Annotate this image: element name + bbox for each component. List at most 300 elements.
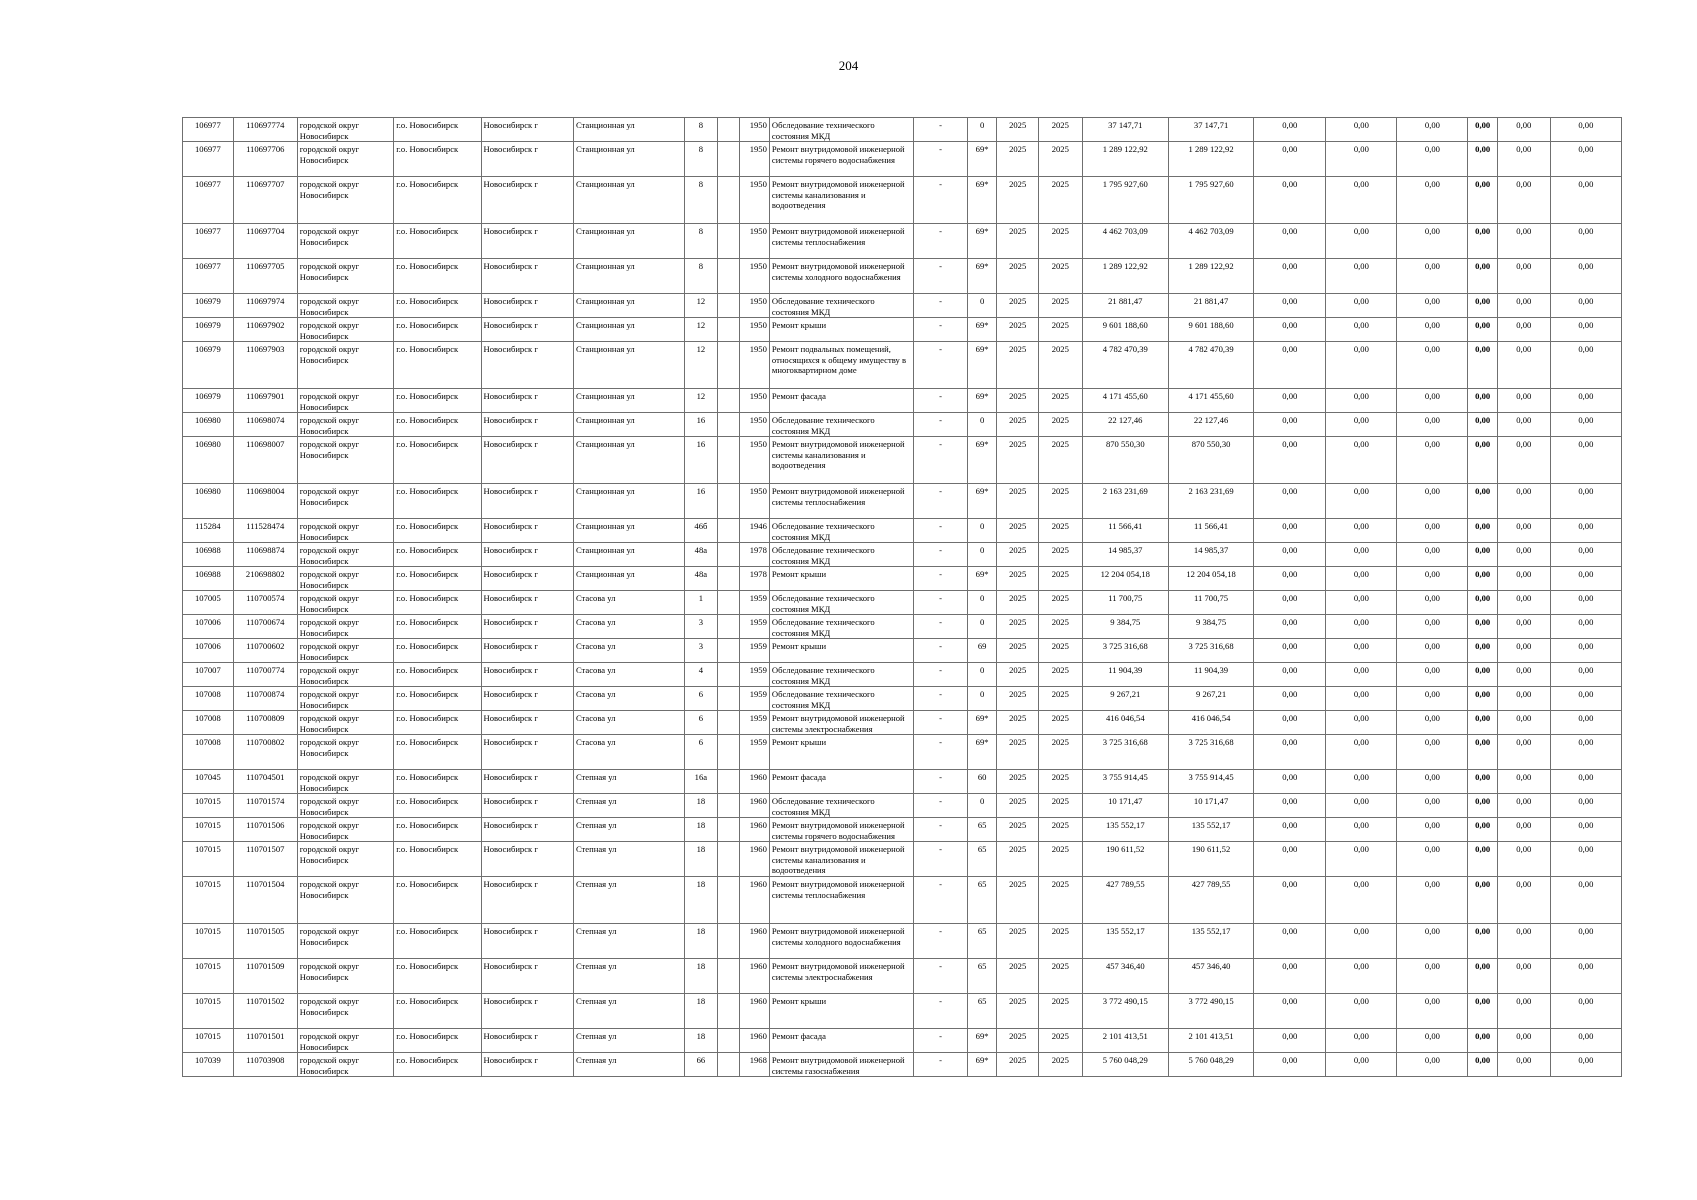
cell-budget-5: 0,00 [1497,924,1550,959]
cell-work-type: Ремонт внутридомовой инженерной системы теплоснабжения [769,484,913,519]
cell-budget-2: 0,00 [1326,615,1397,639]
cell-budget-1: 0,00 [1254,413,1326,437]
cell-code: 110703908 [233,1053,297,1077]
cell-budget-4: 0,00 [1468,994,1497,1029]
cell-total-cost: 9 601 188,60 [1082,318,1168,342]
cell-fund-cost: 1 289 122,92 [1168,259,1253,294]
cell-municipality: городской округ Новосибирск [297,1053,393,1077]
cell-budget-4: 0,00 [1468,342,1497,389]
cell-building [718,294,740,318]
cell-budget-2: 0,00 [1326,994,1397,1029]
cell-budget-5: 0,00 [1497,994,1550,1029]
cell-building [718,639,740,663]
cell-budget-4: 0,00 [1468,959,1497,994]
cell-code: 110700574 [233,591,297,615]
cell-code: 110700874 [233,687,297,711]
cell-budget-6: 0,00 [1550,770,1621,794]
cell-budget-5: 0,00 [1497,842,1550,877]
cell-budget-4: 0,00 [1468,519,1497,543]
cell-municipality: городской округ Новосибирск [297,543,393,567]
cell-street: Стасова ул [573,615,684,639]
cell-build-year: 1950 [740,224,769,259]
cell-district: г.о. Новосибирск [394,794,481,818]
cell-municipality: городской округ Новосибирск [297,687,393,711]
cell-budget-2: 0,00 [1326,413,1397,437]
cell-id: 106977 [183,118,234,142]
cell-code: 110701502 [233,994,297,1029]
cell-wear-percent: 69* [967,177,996,224]
cell-wear-percent: 69* [967,735,996,770]
cell-year-end: 2025 [1038,1029,1082,1053]
cell-work-type: Обследование технического состояния МКД [769,294,913,318]
cell-budget-4: 0,00 [1468,142,1497,177]
cell-municipality: городской округ Новосибирск [297,959,393,994]
cell-year-end: 2025 [1038,615,1082,639]
cell-budget-2: 0,00 [1326,877,1397,924]
cell-year-end: 2025 [1038,1053,1082,1077]
cell-fund-cost: 37 147,71 [1168,118,1253,142]
cell-building [718,177,740,224]
cell-wear-percent: 69* [967,224,996,259]
cell-budget-1: 0,00 [1254,437,1326,484]
cell-budget-6: 0,00 [1550,413,1621,437]
cell-build-year: 1950 [740,118,769,142]
cell-city: Новосибирск г [481,711,573,735]
cell-total-cost: 12 204 054,18 [1082,567,1168,591]
cell-year-end: 2025 [1038,142,1082,177]
cell-district: г.о. Новосибирск [394,389,481,413]
cell-year-start: 2025 [997,687,1039,711]
cell-year-start: 2025 [997,318,1039,342]
cell-street: Станционная ул [573,259,684,294]
cell-house: 6 [684,711,718,735]
cell-build-year: 1950 [740,342,769,389]
cell-budget-3: 0,00 [1397,994,1468,1029]
cell-budget-2: 0,00 [1326,177,1397,224]
cell-year-start: 2025 [997,877,1039,924]
cell-unit: - [914,1029,968,1053]
table-row [183,735,1622,770]
cell-total-cost: 427 789,55 [1082,877,1168,924]
table-row [183,794,1622,818]
cell-year-end: 2025 [1038,413,1082,437]
cell-budget-6: 0,00 [1550,877,1621,924]
cell-unit: - [914,294,968,318]
cell-wear-percent: 69* [967,142,996,177]
cell-budget-5: 0,00 [1497,639,1550,663]
cell-fund-cost: 3 772 490,15 [1168,994,1253,1029]
cell-id: 106980 [183,437,234,484]
cell-budget-6: 0,00 [1550,294,1621,318]
cell-unit: - [914,770,968,794]
cell-code: 110701505 [233,924,297,959]
cell-year-start: 2025 [997,924,1039,959]
cell-budget-1: 0,00 [1254,294,1326,318]
cell-work-type: Ремонт внутридомовой инженерной системы канализования и водоотведения [769,437,913,484]
cell-year-end: 2025 [1038,794,1082,818]
cell-building [718,118,740,142]
cell-building [718,437,740,484]
cell-budget-3: 0,00 [1397,413,1468,437]
cell-budget-1: 0,00 [1254,318,1326,342]
cell-district: г.о. Новосибирск [394,294,481,318]
cell-building [718,959,740,994]
cell-budget-5: 0,00 [1497,484,1550,519]
cell-building [718,735,740,770]
cell-budget-2: 0,00 [1326,1029,1397,1053]
cell-year-end: 2025 [1038,294,1082,318]
cell-fund-cost: 457 346,40 [1168,959,1253,994]
cell-year-start: 2025 [997,711,1039,735]
cell-budget-5: 0,00 [1497,735,1550,770]
cell-build-year: 1960 [740,924,769,959]
cell-district: г.о. Новосибирск [394,318,481,342]
cell-building [718,591,740,615]
cell-building [718,567,740,591]
cell-district: г.о. Новосибирск [394,142,481,177]
cell-fund-cost: 5 760 048,29 [1168,1053,1253,1077]
cell-budget-6: 0,00 [1550,711,1621,735]
cell-fund-cost: 416 046,54 [1168,711,1253,735]
cell-municipality: городской округ Новосибирск [297,639,393,663]
cell-district: г.о. Новосибирск [394,519,481,543]
cell-total-cost: 135 552,17 [1082,924,1168,959]
cell-municipality: городской округ Новосибирск [297,1029,393,1053]
cell-work-type: Обследование технического состояния МКД [769,615,913,639]
cell-municipality: городской округ Новосибирск [297,924,393,959]
cell-work-type: Ремонт подвальных помещений, относящихся к общему имуществу в многоквартирном доме [769,342,913,389]
cell-id: 107015 [183,959,234,994]
cell-year-start: 2025 [997,413,1039,437]
cell-year-start: 2025 [997,615,1039,639]
cell-total-cost: 1 795 927,60 [1082,177,1168,224]
cell-unit: - [914,877,968,924]
cell-year-start: 2025 [997,663,1039,687]
cell-budget-1: 0,00 [1254,567,1326,591]
cell-house: 18 [684,959,718,994]
cell-total-cost: 2 163 231,69 [1082,484,1168,519]
cell-work-type: Ремонт фасада [769,389,913,413]
cell-fund-cost: 4 462 703,09 [1168,224,1253,259]
cell-fund-cost: 21 881,47 [1168,294,1253,318]
cell-house: 6 [684,735,718,770]
cell-build-year: 1950 [740,413,769,437]
cell-municipality: городской округ Новосибирск [297,994,393,1029]
cell-wear-percent: 69* [967,389,996,413]
table-row [183,770,1622,794]
cell-budget-5: 0,00 [1497,877,1550,924]
cell-code: 110701507 [233,842,297,877]
cell-budget-5: 0,00 [1497,142,1550,177]
cell-year-start: 2025 [997,389,1039,413]
cell-city: Новосибирск г [481,118,573,142]
cell-unit: - [914,118,968,142]
cell-budget-1: 0,00 [1254,711,1326,735]
cell-fund-cost: 14 985,37 [1168,543,1253,567]
cell-wear-percent: 65 [967,842,996,877]
cell-district: г.о. Новосибирск [394,639,481,663]
cell-building [718,142,740,177]
table-row [183,413,1622,437]
cell-id: 107039 [183,1053,234,1077]
cell-budget-4: 0,00 [1468,318,1497,342]
cell-budget-5: 0,00 [1497,567,1550,591]
cell-unit: - [914,543,968,567]
cell-district: г.о. Новосибирск [394,567,481,591]
cell-fund-cost: 12 204 054,18 [1168,567,1253,591]
cell-budget-6: 0,00 [1550,794,1621,818]
cell-code: 110698004 [233,484,297,519]
cell-wear-percent: 0 [967,519,996,543]
cell-year-end: 2025 [1038,519,1082,543]
cell-year-end: 2025 [1038,924,1082,959]
cell-house: 3 [684,639,718,663]
cell-building [718,877,740,924]
cell-wear-percent: 69* [967,711,996,735]
cell-wear-percent: 0 [967,118,996,142]
cell-building [718,711,740,735]
cell-city: Новосибирск г [481,484,573,519]
cell-house: 18 [684,818,718,842]
cell-work-type: Ремонт внутридомовой инженерной системы горячего водоснабжения [769,818,913,842]
cell-budget-3: 0,00 [1397,142,1468,177]
cell-id: 106979 [183,318,234,342]
cell-code: 110697705 [233,259,297,294]
cell-work-type: Обследование технического состояния МКД [769,118,913,142]
cell-municipality: городской округ Новосибирск [297,259,393,294]
cell-city: Новосибирск г [481,735,573,770]
cell-building [718,770,740,794]
cell-budget-1: 0,00 [1254,259,1326,294]
table-row [183,318,1622,342]
cell-budget-1: 0,00 [1254,591,1326,615]
cell-build-year: 1959 [740,591,769,615]
cell-city: Новосибирск г [481,994,573,1029]
cell-budget-2: 0,00 [1326,770,1397,794]
cell-id: 107015 [183,794,234,818]
cell-city: Новосибирск г [481,318,573,342]
cell-budget-1: 0,00 [1254,877,1326,924]
cell-district: г.о. Новосибирск [394,437,481,484]
cell-build-year: 1978 [740,567,769,591]
cell-budget-4: 0,00 [1468,567,1497,591]
cell-budget-4: 0,00 [1468,663,1497,687]
cell-unit: - [914,711,968,735]
cell-district: г.о. Новосибирск [394,994,481,1029]
cell-budget-5: 0,00 [1497,389,1550,413]
cell-municipality: городской округ Новосибирск [297,818,393,842]
cell-unit: - [914,224,968,259]
cell-municipality: городской округ Новосибирск [297,877,393,924]
cell-building [718,259,740,294]
cell-budget-6: 0,00 [1550,959,1621,994]
cell-budget-4: 0,00 [1468,413,1497,437]
cell-wear-percent: 69* [967,342,996,389]
cell-id: 106979 [183,294,234,318]
cell-budget-2: 0,00 [1326,484,1397,519]
cell-id: 106979 [183,342,234,389]
cell-id: 107005 [183,591,234,615]
cell-code: 111528474 [233,519,297,543]
cell-district: г.о. Новосибирск [394,177,481,224]
cell-build-year: 1960 [740,770,769,794]
cell-code: 110700602 [233,639,297,663]
cell-budget-6: 0,00 [1550,318,1621,342]
cell-budget-4: 0,00 [1468,118,1497,142]
cell-budget-3: 0,00 [1397,687,1468,711]
cell-year-start: 2025 [997,543,1039,567]
cell-street: Станционная ул [573,567,684,591]
page-number: 204 [838,58,859,73]
cell-year-end: 2025 [1038,711,1082,735]
cell-district: г.о. Новосибирск [394,877,481,924]
cell-work-type: Обследование технического состояния МКД [769,543,913,567]
cell-year-start: 2025 [997,118,1039,142]
cell-street: Станционная ул [573,543,684,567]
cell-budget-4: 0,00 [1468,735,1497,770]
cell-work-type: Ремонт внутридомовой инженерной системы газоснабжения [769,1053,913,1077]
cell-budget-3: 0,00 [1397,639,1468,663]
cell-fund-cost: 135 552,17 [1168,924,1253,959]
table-row [183,994,1622,1029]
cell-id: 107015 [183,877,234,924]
cell-work-type: Ремонт внутридомовой инженерной системы канализования и водоотведения [769,842,913,877]
cell-house: 16 [684,437,718,484]
cell-building [718,994,740,1029]
cell-city: Новосибирск г [481,294,573,318]
cell-house: 18 [684,877,718,924]
cell-year-end: 2025 [1038,591,1082,615]
cell-year-start: 2025 [997,1053,1039,1077]
cell-total-cost: 416 046,54 [1082,711,1168,735]
cell-id: 106977 [183,142,234,177]
cell-municipality: городской округ Новосибирск [297,118,393,142]
cell-city: Новосибирск г [481,842,573,877]
cell-wear-percent: 69* [967,259,996,294]
cell-budget-3: 0,00 [1397,224,1468,259]
cell-wear-percent: 65 [967,818,996,842]
cell-unit: - [914,177,968,224]
capital-repair-table [182,117,1622,1077]
cell-budget-1: 0,00 [1254,142,1326,177]
table-row [183,437,1622,484]
cell-street: Стасова ул [573,663,684,687]
cell-budget-3: 0,00 [1397,877,1468,924]
cell-code: 110701501 [233,1029,297,1053]
cell-unit: - [914,591,968,615]
cell-house: 18 [684,994,718,1029]
cell-code: 210698802 [233,567,297,591]
cell-code: 110697774 [233,118,297,142]
cell-street: Степная ул [573,994,684,1029]
cell-budget-3: 0,00 [1397,711,1468,735]
cell-build-year: 1950 [740,437,769,484]
cell-budget-5: 0,00 [1497,687,1550,711]
cell-budget-6: 0,00 [1550,224,1621,259]
cell-unit: - [914,519,968,543]
cell-total-cost: 2 101 413,51 [1082,1029,1168,1053]
cell-year-start: 2025 [997,994,1039,1029]
cell-wear-percent: 0 [967,687,996,711]
cell-code: 110697974 [233,294,297,318]
cell-build-year: 1950 [740,389,769,413]
cell-year-end: 2025 [1038,959,1082,994]
cell-municipality: городской округ Новосибирск [297,437,393,484]
cell-total-cost: 14 985,37 [1082,543,1168,567]
cell-building [718,484,740,519]
cell-total-cost: 9 267,21 [1082,687,1168,711]
cell-budget-2: 0,00 [1326,142,1397,177]
cell-build-year: 1978 [740,543,769,567]
cell-fund-cost: 3 725 316,68 [1168,735,1253,770]
cell-unit: - [914,484,968,519]
cell-unit: - [914,259,968,294]
cell-work-type: Ремонт внутридомовой инженерной системы теплоснабжения [769,224,913,259]
cell-street: Станционная ул [573,318,684,342]
cell-district: г.о. Новосибирск [394,663,481,687]
cell-budget-1: 0,00 [1254,615,1326,639]
cell-unit: - [914,389,968,413]
cell-street: Степная ул [573,1029,684,1053]
cell-fund-cost: 4 171 455,60 [1168,389,1253,413]
cell-budget-3: 0,00 [1397,437,1468,484]
cell-city: Новосибирск г [481,389,573,413]
cell-city: Новосибирск г [481,818,573,842]
cell-budget-5: 0,00 [1497,543,1550,567]
cell-city: Новосибирск г [481,142,573,177]
cell-build-year: 1960 [740,994,769,1029]
cell-work-type: Ремонт крыши [769,735,913,770]
cell-budget-3: 0,00 [1397,615,1468,639]
cell-year-end: 2025 [1038,224,1082,259]
cell-city: Новосибирск г [481,543,573,567]
cell-house: 16 [684,413,718,437]
cell-total-cost: 3 725 316,68 [1082,735,1168,770]
cell-budget-3: 0,00 [1397,543,1468,567]
cell-budget-3: 0,00 [1397,1053,1468,1077]
cell-wear-percent: 0 [967,591,996,615]
cell-year-start: 2025 [997,818,1039,842]
cell-year-start: 2025 [997,294,1039,318]
cell-budget-6: 0,00 [1550,543,1621,567]
cell-budget-6: 0,00 [1550,437,1621,484]
cell-budget-5: 0,00 [1497,1053,1550,1077]
cell-budget-1: 0,00 [1254,1053,1326,1077]
cell-budget-6: 0,00 [1550,118,1621,142]
cell-build-year: 1960 [740,1029,769,1053]
cell-budget-1: 0,00 [1254,924,1326,959]
cell-wear-percent: 69* [967,318,996,342]
cell-total-cost: 11 904,39 [1082,663,1168,687]
table-row [183,1029,1622,1053]
cell-fund-cost: 3 755 914,45 [1168,770,1253,794]
cell-building [718,1053,740,1077]
cell-street: Стасова ул [573,711,684,735]
cell-budget-1: 0,00 [1254,177,1326,224]
table-row [183,543,1622,567]
cell-budget-5: 0,00 [1497,437,1550,484]
cell-code: 110701506 [233,818,297,842]
cell-building [718,615,740,639]
cell-street: Стасова ул [573,591,684,615]
cell-budget-6: 0,00 [1550,591,1621,615]
table-row [183,711,1622,735]
cell-build-year: 1960 [740,842,769,877]
cell-total-cost: 3 772 490,15 [1082,994,1168,1029]
cell-unit: - [914,994,968,1029]
cell-municipality: городской округ Новосибирск [297,413,393,437]
cell-budget-6: 0,00 [1550,994,1621,1029]
